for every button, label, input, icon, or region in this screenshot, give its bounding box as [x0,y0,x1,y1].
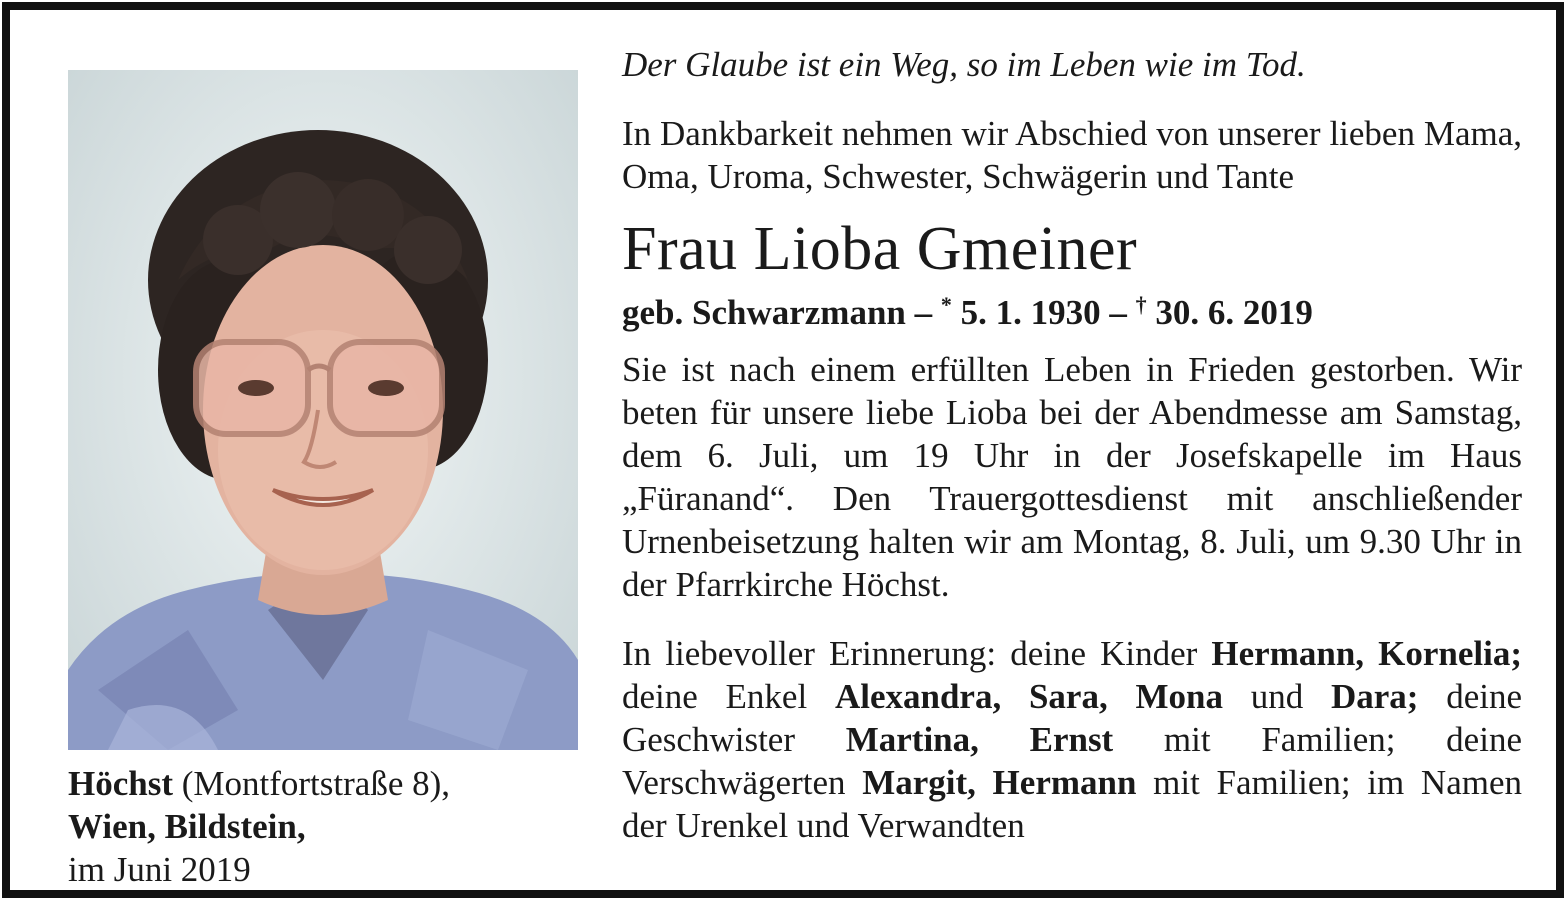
life-dates [622,284,1522,334]
caption-line-2 [68,805,588,848]
location-caption [68,762,588,891]
birth-date: 5. 1. 1930 – [951,293,1127,332]
death-date: 30. 6. 2019 [1146,293,1313,332]
memory-text-6: mit Familien; im Namen der Urenkel und Verwandten [622,763,1522,845]
memory-text-4: deine Geschwister [622,677,1523,759]
birth-symbol: * [940,292,952,317]
mourners-list [622,632,1522,847]
portrait-illustration [68,70,578,750]
memory-text-2: deine Enkel [622,677,835,716]
memory-in-laws: Margit, Hermann [862,763,1137,802]
memory-text-1: In liebevoller Erinnerung: deine Kinder [622,634,1212,673]
caption-address: (Montfortstraße 8), [173,764,451,803]
death-symbol: † [1135,292,1147,317]
caption-line-1 [68,762,588,805]
caption-line-3: im Juni 2019 [68,850,251,889]
memory-siblings: Martina, Ernst [845,720,1114,759]
obituary-frame [2,2,1564,898]
caption-place: Höchst [68,764,173,803]
motto: Der Glaube ist ein Weg, so im Leben wie im Tod. [622,45,1306,84]
notice-text-column [622,44,1522,847]
memory-text-3: und [1222,677,1331,716]
memory-grandchild-dara: Dara; [1330,677,1419,716]
portrait-photo [68,70,578,750]
memory-text-5: mit Familien; deine Verschwägerten [622,720,1522,802]
memory-grandchildren: Alexandra, Sara, Mona [834,677,1223,716]
deceased-name: Frau Lioba Gmeiner [622,215,1138,283]
caption-cities: Wien, Bildstein, [68,807,306,846]
memory-children: Hermann, Kornelia; [1211,634,1523,673]
intro-text: In Dankbarkeit nehmen wir Abschied von unserer lieben Mama, Oma, Uroma, Schwester, Schwägerin und Tante [622,114,1522,196]
service-details: Sie ist nach einem erfüllten Leben in Frieden gestorben. Wir beten für unsere liebe Lioba bei der Abendmesse am Samstag, dem 6. Juli, um 19 Uhr in der Josefskapelle im Haus „Füranand“. Den Trauergottesdienst mit anschließender Urnenbeisetzung halten wir am Montag, 8. Juli, um 9.30 Uhr in der Pfarrkirche Höchst. [622,350,1522,604]
birth-name: geb. Schwarzmann – [622,293,933,332]
